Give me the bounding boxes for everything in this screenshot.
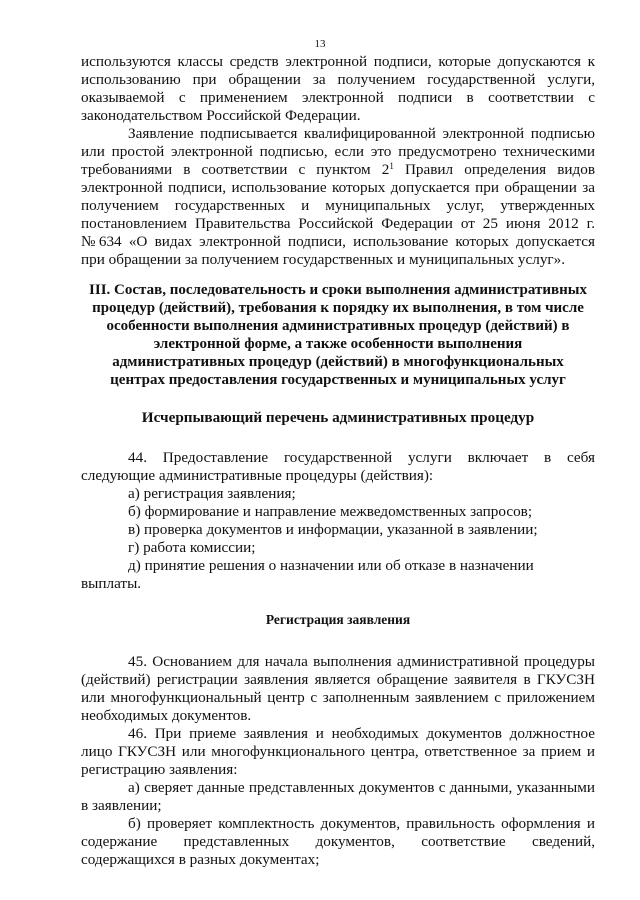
list-item: в) проверка документов и информации, указанной в заявлении; bbox=[128, 521, 538, 538]
paragraph-44: 44. Предоставление государственной услуги включает в себя следующие административные процедуры (действия): bbox=[81, 449, 595, 484]
paragraph-46-b: б) проверяет комплектность документов, правильность оформления и содержание представленных документов, соответствие сведений, содержащихся в разных документах; bbox=[81, 815, 595, 868]
page-number: 13 bbox=[314, 38, 326, 50]
list-item: б) формирование и направление межведомственных запросов; bbox=[128, 503, 533, 520]
paragraph-signature-requirement bbox=[81, 125, 595, 269]
subheading-registration: Регистрация заявления bbox=[265, 612, 411, 627]
paragraph-46: 46. При приеме заявления и необходимых документов должностное лицо ГКУСЗН или многофункционального центра, ответственное за прием и регистрацию заявления: bbox=[81, 725, 595, 778]
footnote-marker: 1 bbox=[389, 161, 394, 171]
paragraph-text: Заявление подписывается квалифицированной электронной подписью или простой электронной подписью, если это предусмотрено техническими требованиями в соответствии с пунктом 2 bbox=[81, 125, 595, 178]
list-item: г) работа комиссии; bbox=[128, 539, 256, 556]
section-heading: III. Состав, последовательность и сроки выполнения административных процедур (действий), требования к порядку их выполнения, в том числе особенности выполнения административных процедур (действий) в электронной форме, а также особенности выполнения административных процедур (действий) в многофункциональных центрах предоставления государственных и муниципальных услуг bbox=[89, 282, 587, 388]
paragraph-signature-classes: используются классы средств электронной подписи, которые допускаются к использованию при обращении за получением государственной услуги, оказываемой с применением электронной подписи в соответствии с законодательством Российской Федерации. bbox=[81, 53, 595, 124]
procedure-list bbox=[81, 485, 595, 593]
paragraph-text: Правил определения видов электронной подписи, использование которых допускается при обращении за получением государственных и муниципальных услуг, утвержденных постановлением Правительства Российской Федерации от 25 июня 2012 г. №634 «О видах электронной подписи, использование которых допускается при обращении за получением государственных и муниципальных услуг». bbox=[81, 161, 596, 268]
paragraph-46-a: а) сверяет данные представленных документов с данными, указанными в заявлении; bbox=[81, 779, 595, 814]
document-body bbox=[81, 53, 595, 869]
subheading-procedure-list: Исчерпывающий перечень административных процедур bbox=[141, 409, 535, 426]
paragraph-45: 45. Основанием для начала выполнения административной процедуры (действий) регистрации заявления является обращение заявителя в ГКУСЗН или многофункциональный центр с заполненным заявлением с приложением необходимых документов. bbox=[81, 653, 595, 724]
list-item: а) регистрация заявления; bbox=[128, 485, 296, 502]
list-item: д) принятие решения о назначении или об отказе в назначении выплаты. bbox=[81, 557, 534, 592]
